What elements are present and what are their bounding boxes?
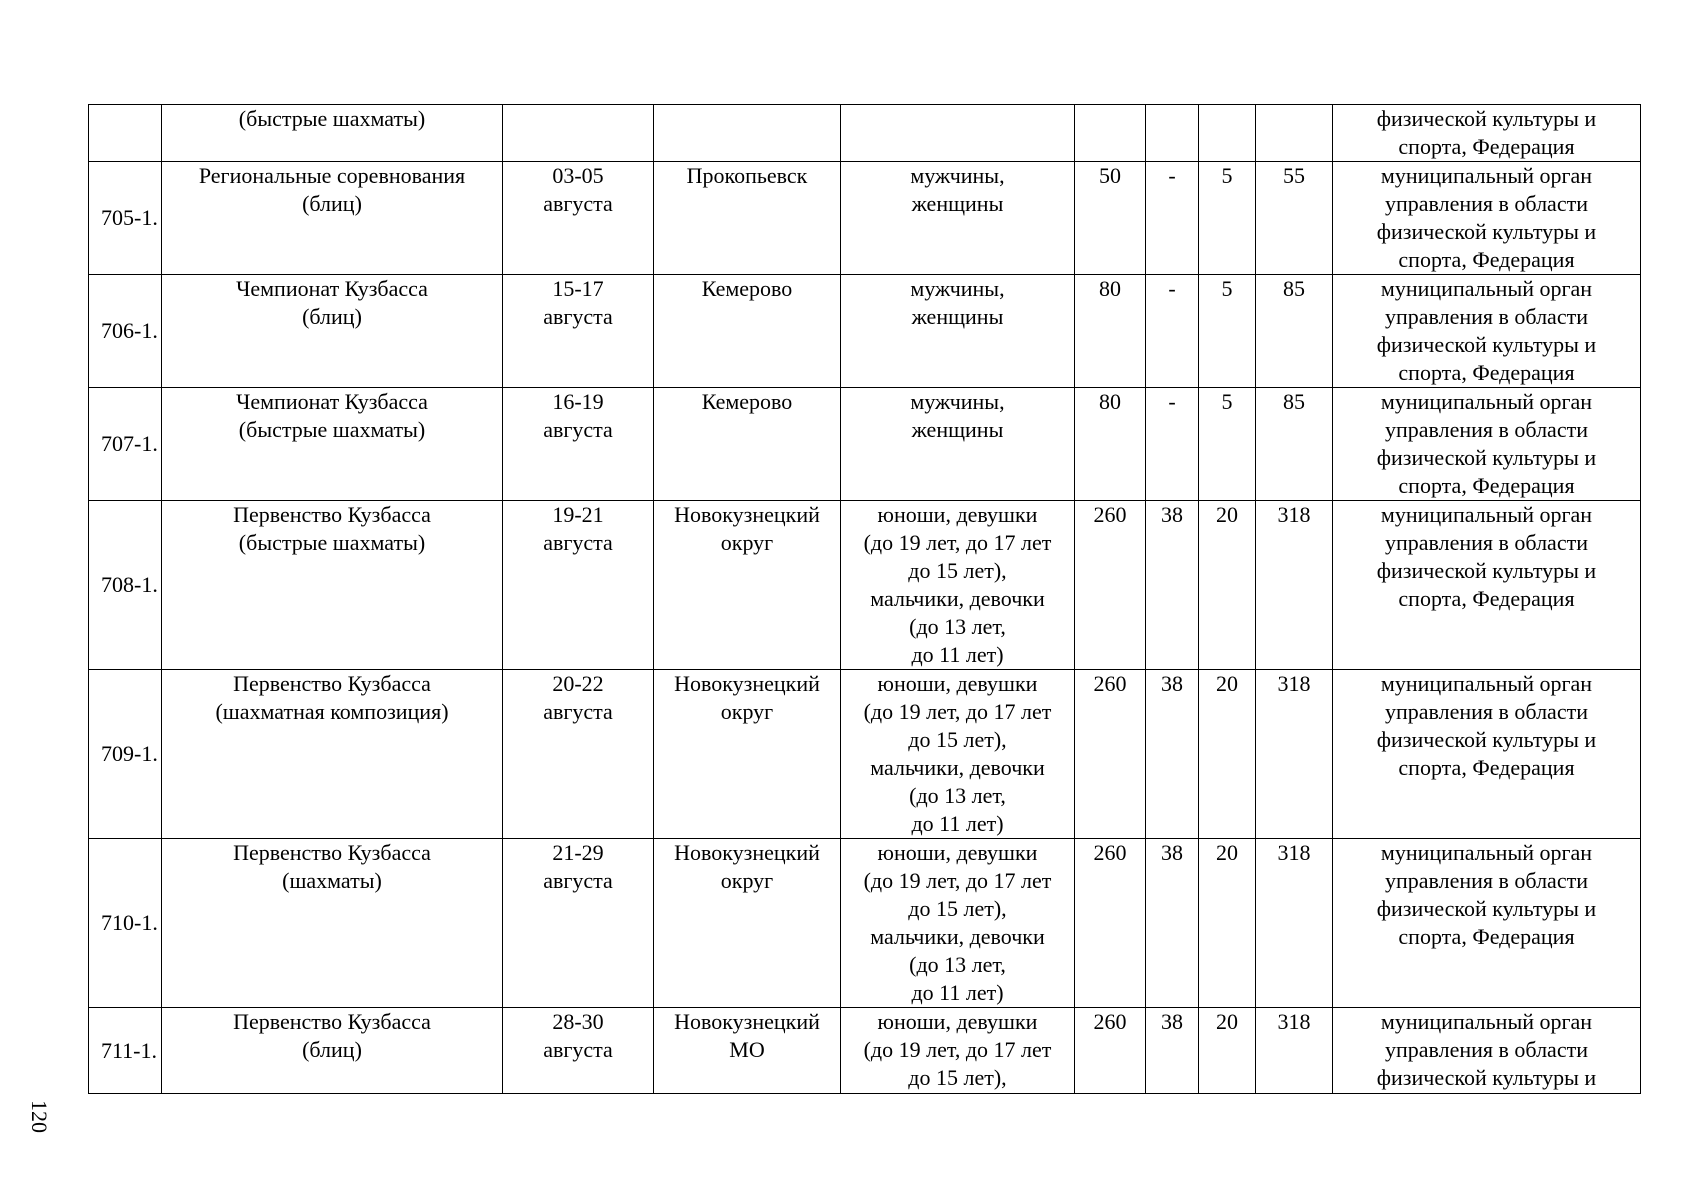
event-name: Чемпионат Кузбасса (быстрые шахматы) bbox=[162, 388, 503, 501]
count-judges: 20 bbox=[1199, 839, 1256, 1008]
row-number bbox=[89, 105, 162, 162]
events-table bbox=[88, 104, 1641, 1094]
event-participants: юноши, девушки (до 19 лет, до 17 лет до 15 лет), bbox=[841, 1008, 1075, 1094]
count-trainers bbox=[1146, 105, 1199, 162]
event-name: Первенство Кузбасса (шахматы) bbox=[162, 839, 503, 1008]
event-place: Кемерово bbox=[654, 275, 841, 388]
count-trainers: - bbox=[1146, 162, 1199, 275]
count-athletes: 260 bbox=[1075, 670, 1146, 839]
event-organizer: муниципальный орган управления в области физической культуры и спорта, Федерация bbox=[1333, 670, 1641, 839]
event-participants: мужчины, женщины bbox=[841, 388, 1075, 501]
row-number: 709-1. bbox=[89, 670, 162, 839]
event-organizer: муниципальный орган управления в области физической культуры и спорта, Федерация bbox=[1333, 501, 1641, 670]
row-number: 710-1. bbox=[89, 839, 162, 1008]
event-place: Новокузнецкий округ bbox=[654, 501, 841, 670]
count-judges: 20 bbox=[1199, 670, 1256, 839]
row-number: 706-1. bbox=[89, 275, 162, 388]
event-participants: юноши, девушки (до 19 лет, до 17 лет до 15 лет), мальчики, девочки (до 13 лет, до 11 лет) bbox=[841, 501, 1075, 670]
count-judges: 5 bbox=[1199, 275, 1256, 388]
count-total: 318 bbox=[1256, 1008, 1333, 1094]
count-trainers: 38 bbox=[1146, 1008, 1199, 1094]
event-name: Первенство Кузбасса (шахматная композиция) bbox=[162, 670, 503, 839]
table-row bbox=[89, 501, 1641, 670]
table-row bbox=[89, 275, 1641, 388]
event-organizer: муниципальный орган управления в области физической культуры и спорта, Федерация bbox=[1333, 162, 1641, 275]
count-total: 85 bbox=[1256, 275, 1333, 388]
count-total: 318 bbox=[1256, 670, 1333, 839]
event-place: Новокузнецкий округ bbox=[654, 670, 841, 839]
table-body bbox=[89, 105, 1641, 1094]
row-number: 711-1. bbox=[89, 1008, 162, 1094]
event-participants: юноши, девушки (до 19 лет, до 17 лет до 15 лет), мальчики, девочки (до 13 лет, до 11 лет) bbox=[841, 670, 1075, 839]
count-athletes: 80 bbox=[1075, 275, 1146, 388]
count-total bbox=[1256, 105, 1333, 162]
count-judges: 20 bbox=[1199, 501, 1256, 670]
count-trainers: - bbox=[1146, 275, 1199, 388]
event-organizer: физической культуры и спорта, Федерация bbox=[1333, 105, 1641, 162]
event-place: Кемерово bbox=[654, 388, 841, 501]
event-name: Региональные соревнования (блиц) bbox=[162, 162, 503, 275]
event-dates: 16-19 августа bbox=[503, 388, 654, 501]
row-number: 705-1. bbox=[89, 162, 162, 275]
event-name: (быстрые шахматы) bbox=[162, 105, 503, 162]
count-trainers: 38 bbox=[1146, 501, 1199, 670]
event-organizer: муниципальный орган управления в области физической культуры и bbox=[1333, 1008, 1641, 1094]
count-athletes: 260 bbox=[1075, 839, 1146, 1008]
event-name: Первенство Кузбасса (быстрые шахматы) bbox=[162, 501, 503, 670]
count-judges: 5 bbox=[1199, 388, 1256, 501]
table-row bbox=[89, 105, 1641, 162]
count-total: 318 bbox=[1256, 501, 1333, 670]
event-place bbox=[654, 105, 841, 162]
count-judges: 5 bbox=[1199, 162, 1256, 275]
count-athletes: 260 bbox=[1075, 501, 1146, 670]
event-place: Новокузнецкий МО bbox=[654, 1008, 841, 1094]
event-dates: 28-30 августа bbox=[503, 1008, 654, 1094]
table-row bbox=[89, 1008, 1641, 1094]
count-judges: 20 bbox=[1199, 1008, 1256, 1094]
row-number: 708-1. bbox=[89, 501, 162, 670]
event-dates: 19-21 августа bbox=[503, 501, 654, 670]
event-name: Первенство Кузбасса (блиц) bbox=[162, 1008, 503, 1094]
page-number: 120 bbox=[27, 1100, 52, 1133]
count-athletes bbox=[1075, 105, 1146, 162]
event-place: Прокопьевск bbox=[654, 162, 841, 275]
event-name: Чемпионат Кузбасса (блиц) bbox=[162, 275, 503, 388]
event-dates: 03-05 августа bbox=[503, 162, 654, 275]
event-organizer: муниципальный орган управления в области физической культуры и спорта, Федерация bbox=[1333, 388, 1641, 501]
event-dates bbox=[503, 105, 654, 162]
table-row bbox=[89, 670, 1641, 839]
event-organizer: муниципальный орган управления в области физической культуры и спорта, Федерация bbox=[1333, 839, 1641, 1008]
table-row bbox=[89, 388, 1641, 501]
count-athletes: 260 bbox=[1075, 1008, 1146, 1094]
table-row bbox=[89, 162, 1641, 275]
event-organizer: муниципальный орган управления в области физической культуры и спорта, Федерация bbox=[1333, 275, 1641, 388]
table-row bbox=[89, 839, 1641, 1008]
event-participants: юноши, девушки (до 19 лет, до 17 лет до 15 лет), мальчики, девочки (до 13 лет, до 11 лет) bbox=[841, 839, 1075, 1008]
count-judges bbox=[1199, 105, 1256, 162]
event-dates: 20-22 августа bbox=[503, 670, 654, 839]
event-dates: 15-17 августа bbox=[503, 275, 654, 388]
count-total: 85 bbox=[1256, 388, 1333, 501]
event-participants bbox=[841, 105, 1075, 162]
event-place: Новокузнецкий округ bbox=[654, 839, 841, 1008]
count-total: 318 bbox=[1256, 839, 1333, 1008]
count-total: 55 bbox=[1256, 162, 1333, 275]
count-trainers: 38 bbox=[1146, 839, 1199, 1008]
row-number: 707-1. bbox=[89, 388, 162, 501]
count-athletes: 80 bbox=[1075, 388, 1146, 501]
count-trainers: - bbox=[1146, 388, 1199, 501]
count-athletes: 50 bbox=[1075, 162, 1146, 275]
event-participants: мужчины, женщины bbox=[841, 162, 1075, 275]
event-participants: мужчины, женщины bbox=[841, 275, 1075, 388]
event-dates: 21-29 августа bbox=[503, 839, 654, 1008]
count-trainers: 38 bbox=[1146, 670, 1199, 839]
